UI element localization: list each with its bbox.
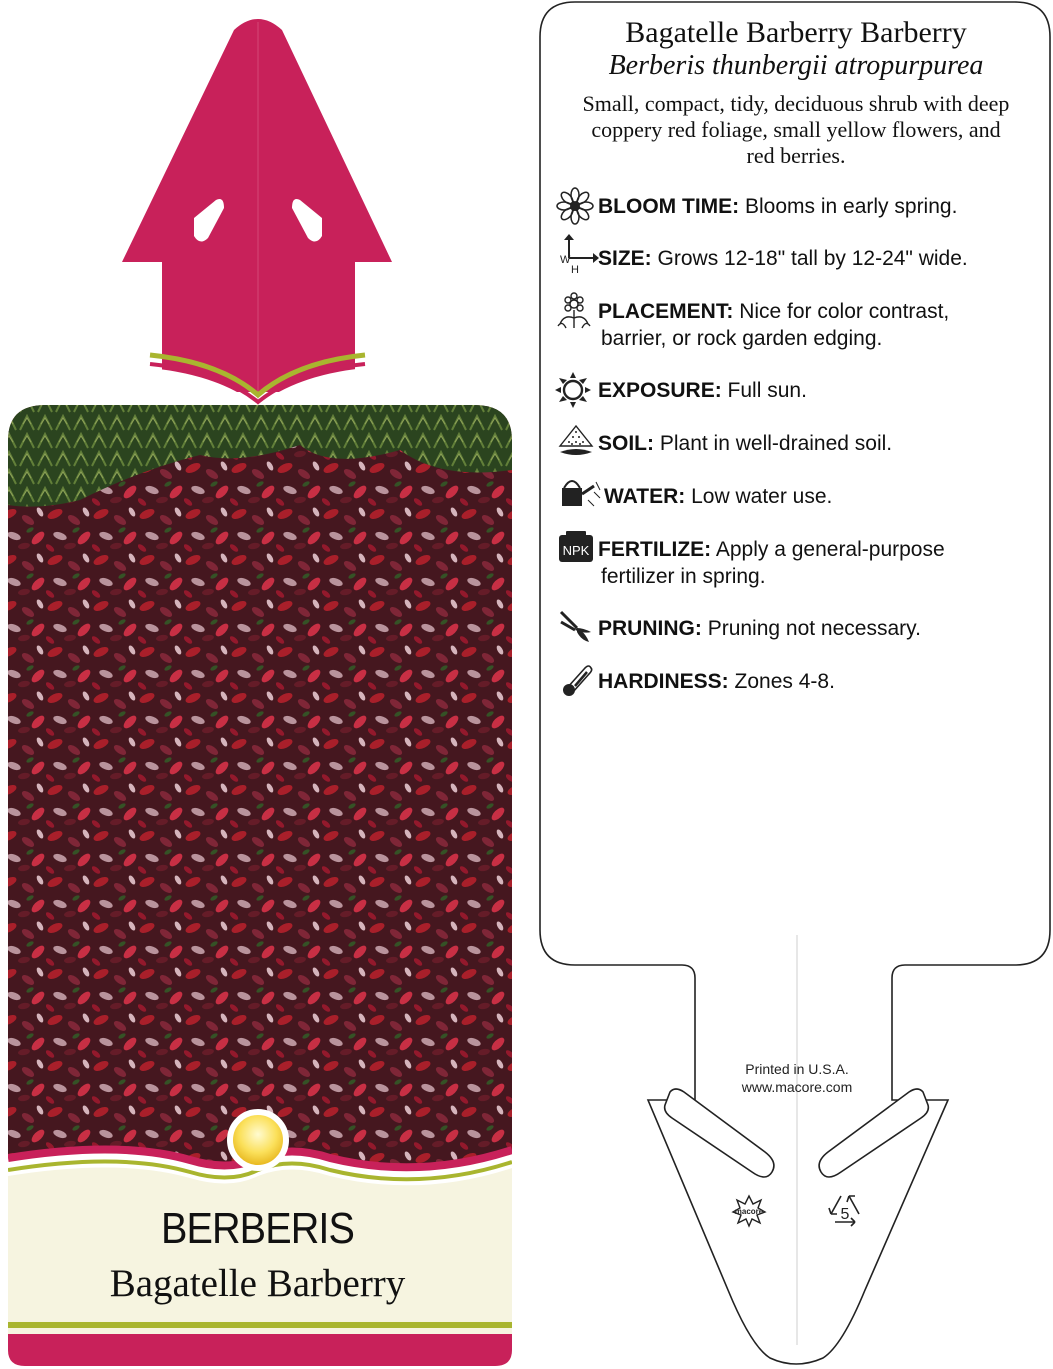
printed-in: Printed in U.S.A. xyxy=(745,1061,849,1077)
care-hardiness: HARDINESS: Zones 4-8. xyxy=(598,670,835,693)
care-placement: PLACEMENT: Nice for color contrast, barrier, or rock garden edging. xyxy=(598,300,950,350)
website: www.macore.com xyxy=(741,1079,853,1095)
svg-text:NPK: NPK xyxy=(562,543,590,558)
svg-text:macore: macore xyxy=(734,1207,764,1216)
svg-text:5: 5 xyxy=(840,1206,850,1223)
svg-text:W: W xyxy=(560,254,571,266)
sun-badge-icon xyxy=(230,1112,286,1168)
care-fertilize: FERTILIZE: Apply a general-purpose fertilizer in spring. xyxy=(598,538,945,588)
fertilizer-icon xyxy=(559,531,593,562)
stake-arrow xyxy=(122,19,392,392)
front-genus: BERBERIS xyxy=(160,1204,355,1253)
botanical-name: Berberis thunbergii atropurpurea xyxy=(608,50,984,81)
care-size: SIZE: Grows 12-18" tall by 12-24" wide. xyxy=(598,247,968,270)
care-soil: SOIL: Plant in well-drained soil. xyxy=(598,432,893,455)
plant-description: Small, compact, tidy, deciduous shrub with deep coppery red foliage, small yellow flowers, and red berries. xyxy=(582,91,1010,168)
svg-text:H: H xyxy=(571,264,579,276)
care-exposure: EXPOSURE: Full sun. xyxy=(598,379,807,402)
front-tag xyxy=(8,19,512,1369)
care-bloom-time: BLOOM TIME: Blooms in early spring. xyxy=(598,195,958,218)
front-common-name: Bagatelle Barberry xyxy=(109,1262,406,1305)
plant-photo xyxy=(8,405,512,1195)
plant-title: Bagatelle Barberry Barberry xyxy=(625,16,967,49)
care-pruning: PRUNING: Pruning not necessary. xyxy=(598,617,921,640)
care-water: WATER: Low water use. xyxy=(604,485,833,508)
